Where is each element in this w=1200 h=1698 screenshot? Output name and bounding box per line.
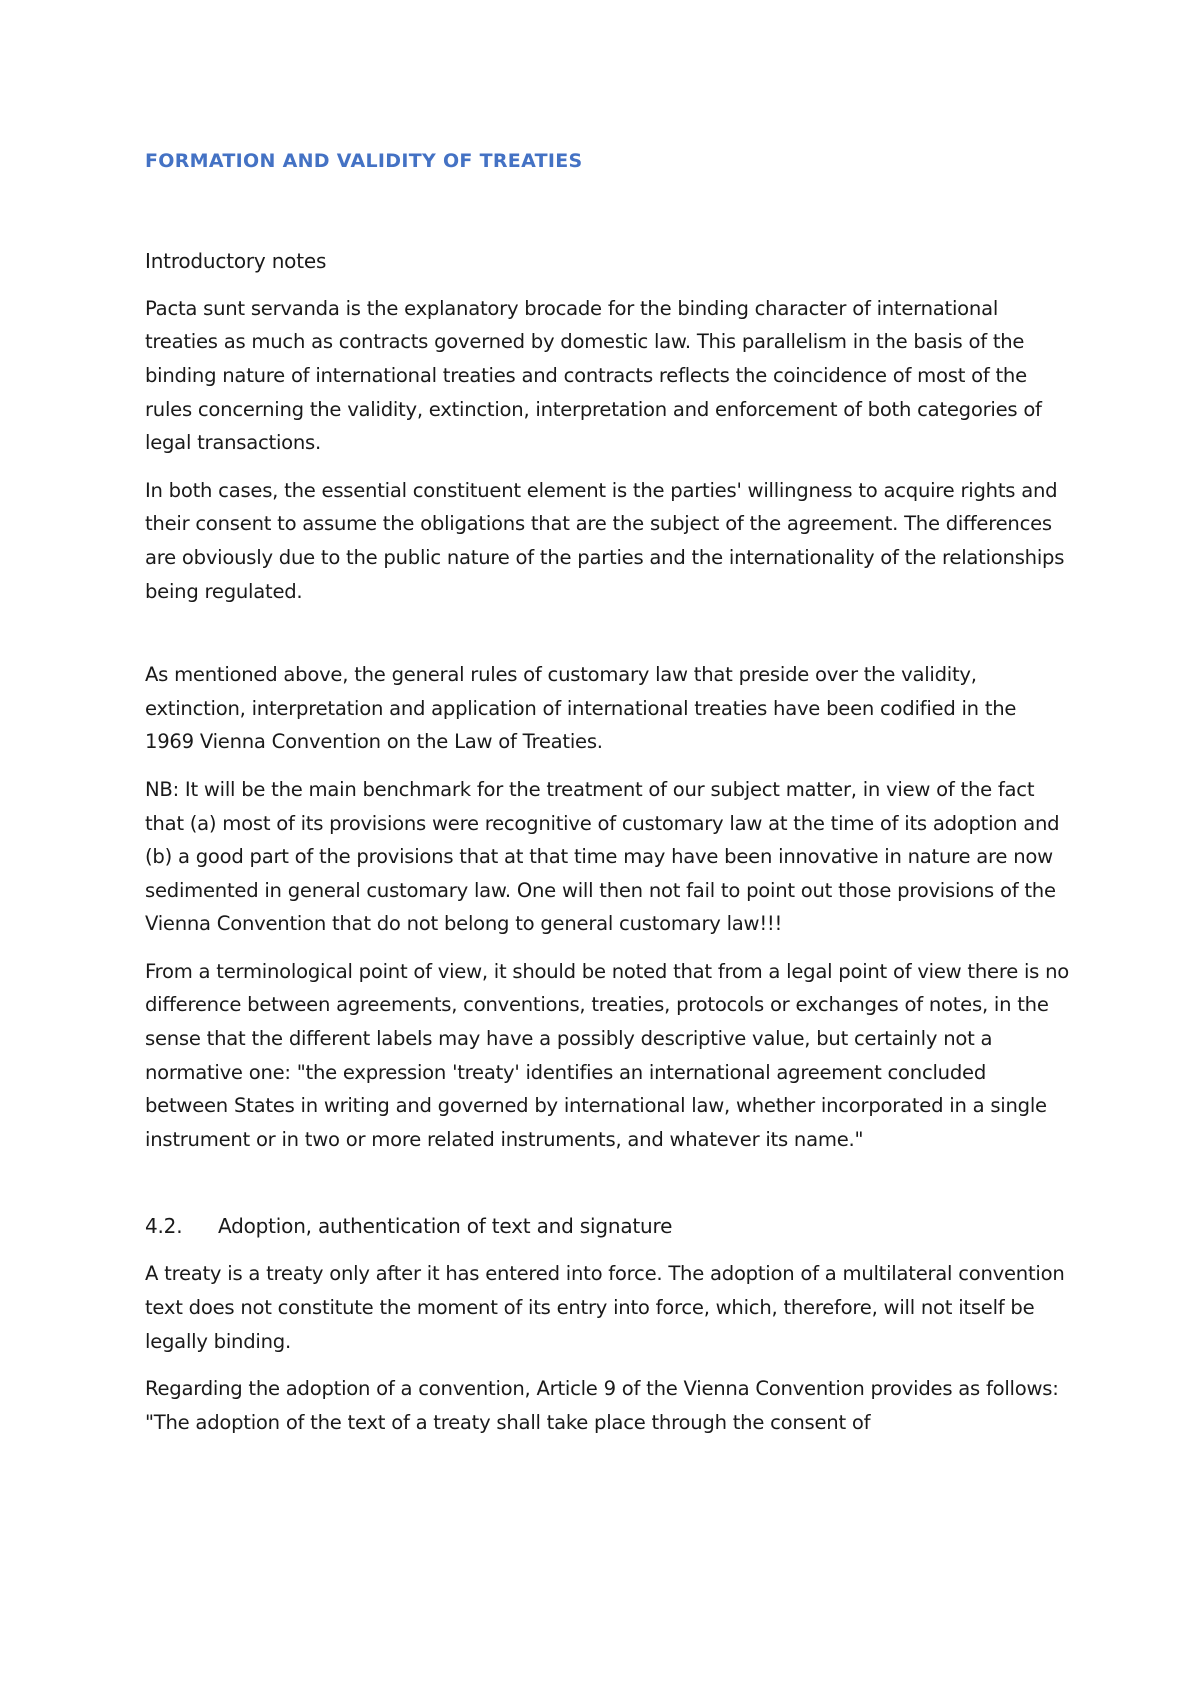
document-body [145, 140, 1070, 1453]
paragraph-vienna-convention: As mentioned above, the general rules of customary law that preside over the validity, extinction, interpretation and application of international treaties have been codified in the 1969 Vienna Convention on the Law of Treaties. [145, 663, 1017, 754]
section-title: Adoption, authentication of text and signature [218, 1214, 673, 1239]
paragraph-terminology: From a terminological point of view, it should be noted that from a legal point of view there is no difference between agreements, conventions, treaties, protocols or exchanges of notes, in the sense that the different labels may have a possibly descriptive value, but certainly not a normative one: "the expression 'treaty' identifies an international agreement concluded between States in writing and governed by international law, whether incorporated in a single instrument or in two or more related instruments, and whatever its name." [145, 959, 1070, 1151]
paragraph-nb-benchmark: NB: It will be the main benchmark for the treatment of our subject matter, in view of the fact that (a) most of its provisions were recognitive of customary law at the time of its adoption and (b) a good part of the provisions that at that time may have been innovative in nature are now sedimented in general customary law. One will then not fail to point out those provisions of the Vienna Convention that do not belong to general customary law!!! [145, 777, 1060, 936]
document-title: FORMATION AND VALIDITY OF TREATIES [145, 150, 583, 172]
paragraph-entry-into-force: A treaty is a treaty only after it has entered into force. The adoption of a multilateral convention text does not constitute the moment of its entry into force, which, therefore, will not itself be legally binding. [145, 1262, 1065, 1353]
intro-heading: Introductory notes [145, 248, 327, 273]
section-number: 4.2. [145, 1214, 183, 1239]
paragraph-article-9: Regarding the adoption of a convention, Article 9 of the Vienna Convention provides as follows: "The adoption of the text of a treaty shall take place through the consent of [145, 1377, 1059, 1434]
section-heading [145, 1210, 1070, 1243]
paragraph-pacta-sunt-servanda: Pacta sunt servanda is the explanatory brocade for the binding character of international treaties as much as contracts governed by domestic law. This parallelism in the basis of the binding nature of international treaties and contracts reflects the coincidence of most of the rules concerning the validity, extinction, interpretation and enforcement of both categories of legal transactions. [145, 296, 1042, 455]
paragraph-consent: In both cases, the essential constituent element is the parties' willingness to acquire rights and their consent to assume the obligations that are the subject of the agreement. The differences are obviously due to the public nature of the parties and the internationality of the relationships being regulated. [145, 478, 1065, 603]
